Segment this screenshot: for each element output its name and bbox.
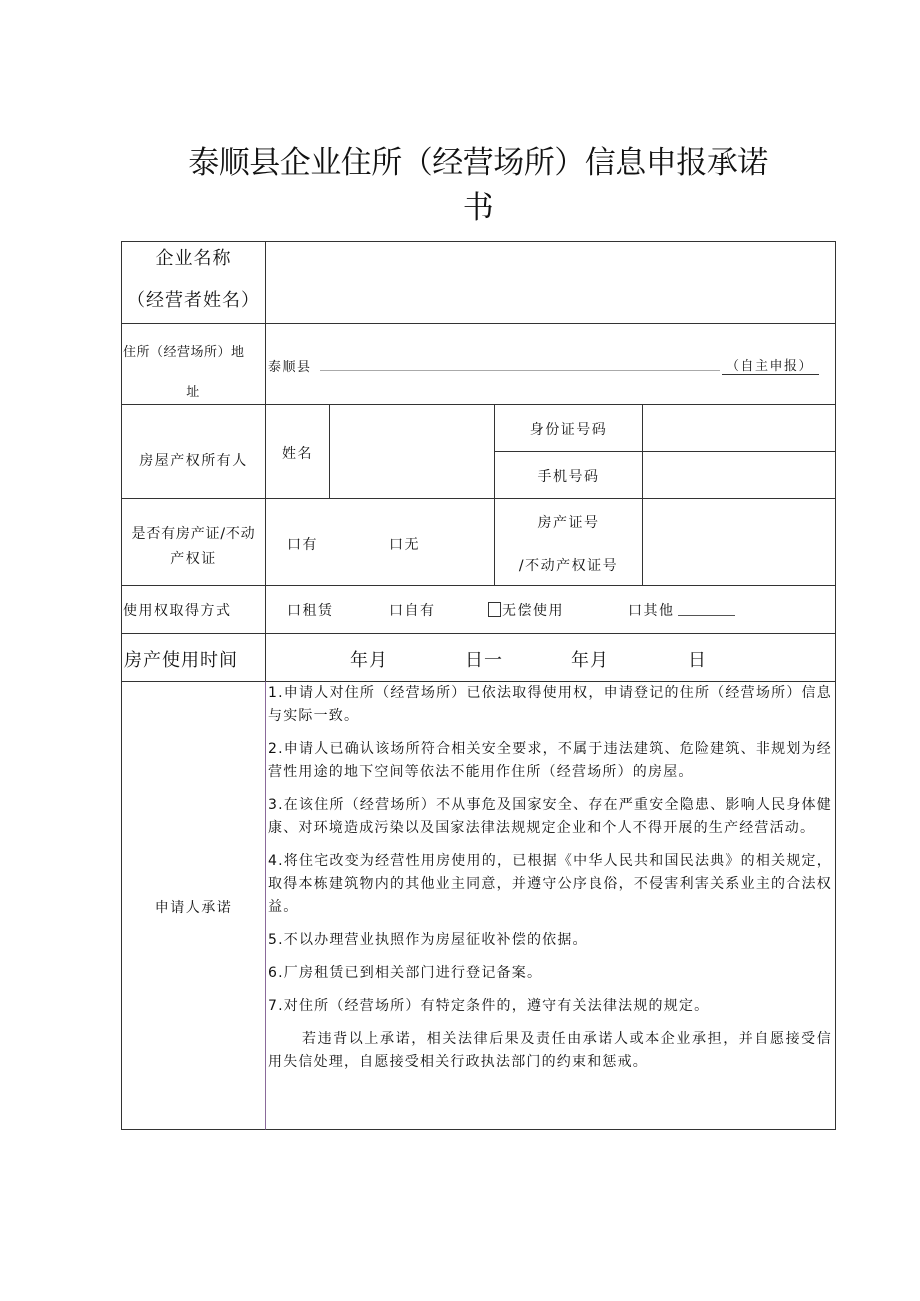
commitment-closing: 若违背以上承诺，相关法律后果及责任由承诺人或本企业承担，并自愿接受信用失信处理，自愿接受相关行政执法部门的约束和惩戒。 [268,1031,832,1070]
other-input[interactable] [678,615,735,616]
certificate-label-2: 产权证 [170,551,217,567]
start-day[interactable]: 日一 [465,650,503,671]
owner-name-field[interactable] [329,404,495,499]
company-label: 企业名称 [155,248,232,269]
certificate-number-field[interactable] [642,498,836,586]
phone-label: 手机号码 [537,469,600,485]
id-label: 身份证号码 [529,422,608,438]
free-use-checkbox[interactable] [488,602,501,617]
commitment-item-3: 3.在该住所（经营场所）不从事危及国家安全、存在严重安全隐患、影响人民身体健康、对环境造成污染以及国家法律法规规定企业和个人不得开展的生产经营活动。 [268,797,832,836]
certificate-label: 是否有房产证/不动 [131,526,256,542]
certificate-number-label: 房产证号 [537,515,600,531]
certificate-yes-checkbox[interactable]: 口有 [287,537,318,553]
end-year-month[interactable]: 年月 [571,650,609,671]
commitment-item-6: 6.厂房租赁已到相关部门进行登记备案。 [268,965,543,981]
end-day[interactable]: 日 [688,650,707,671]
address-label-2: 址 [186,385,201,400]
certificate-no-checkbox[interactable]: 口无 [389,537,420,553]
company-name-field[interactable] [265,241,836,324]
owner-name-label: 姓名 [282,446,313,462]
commitment-item-7: 7.对住所（经营场所）有特定条件的，遵守有关法律法规的规定。 [268,998,710,1014]
commitment-item-1: 1.申请人对住所（经营场所）已依法取得使用权，申请登记的住所（经营场所）信息与实际一致。 [268,685,832,724]
commitment-item-5: 5.不以办理营业执照作为房屋征收补偿的依据。 [268,932,588,948]
address-prefix: 泰顺县 [268,360,312,375]
commitment-item-2: 2.申请人已确认该场所符合相关安全要求，不属于违法建筑、危险建筑、非规划为经营性用途的地下空间等依法不能用作住所（经营场所）的房屋。 [268,741,832,780]
usage-time-label: 房产使用时间 [124,650,238,671]
certificate-number-label-2: /不动产权证号 [518,558,619,574]
option-lease[interactable]: 口租赁 [287,603,334,619]
commitment-item-4: 4.将住宅改变为经营性用房使用的，已根据《中华人民共和国民法典》的相关规定，取得本栋建筑物内的其他业主同意，并遵守公序良俗，不侵害利害关系业主的合法权益。 [268,853,832,915]
commitment-label: 申请人承诺 [154,900,233,916]
address-label: 住所（经营场所）地 [123,345,245,360]
commitment-text [268,682,832,1074]
address-input[interactable] [320,370,720,371]
title-line-1: 泰顺县企业住所（经营场所）信息申报承诺 [188,145,768,181]
title-line-2: 书 [462,190,494,226]
address-suffix: （自主申报） [722,355,819,375]
usage-right-label: 使用权取得方式 [123,603,232,619]
operator-label: （经营者姓名） [127,290,260,311]
option-self-owned[interactable]: 口自有 [389,603,436,619]
option-other[interactable]: 口其他 [628,603,675,619]
id-number-field[interactable] [642,404,836,452]
start-year-month[interactable]: 年月 [350,650,388,671]
document-title [150,141,806,231]
phone-number-field[interactable] [642,451,836,499]
option-free-use[interactable]: 无偿使用 [502,603,564,619]
owner-label: 房屋产权所有人 [139,453,248,469]
